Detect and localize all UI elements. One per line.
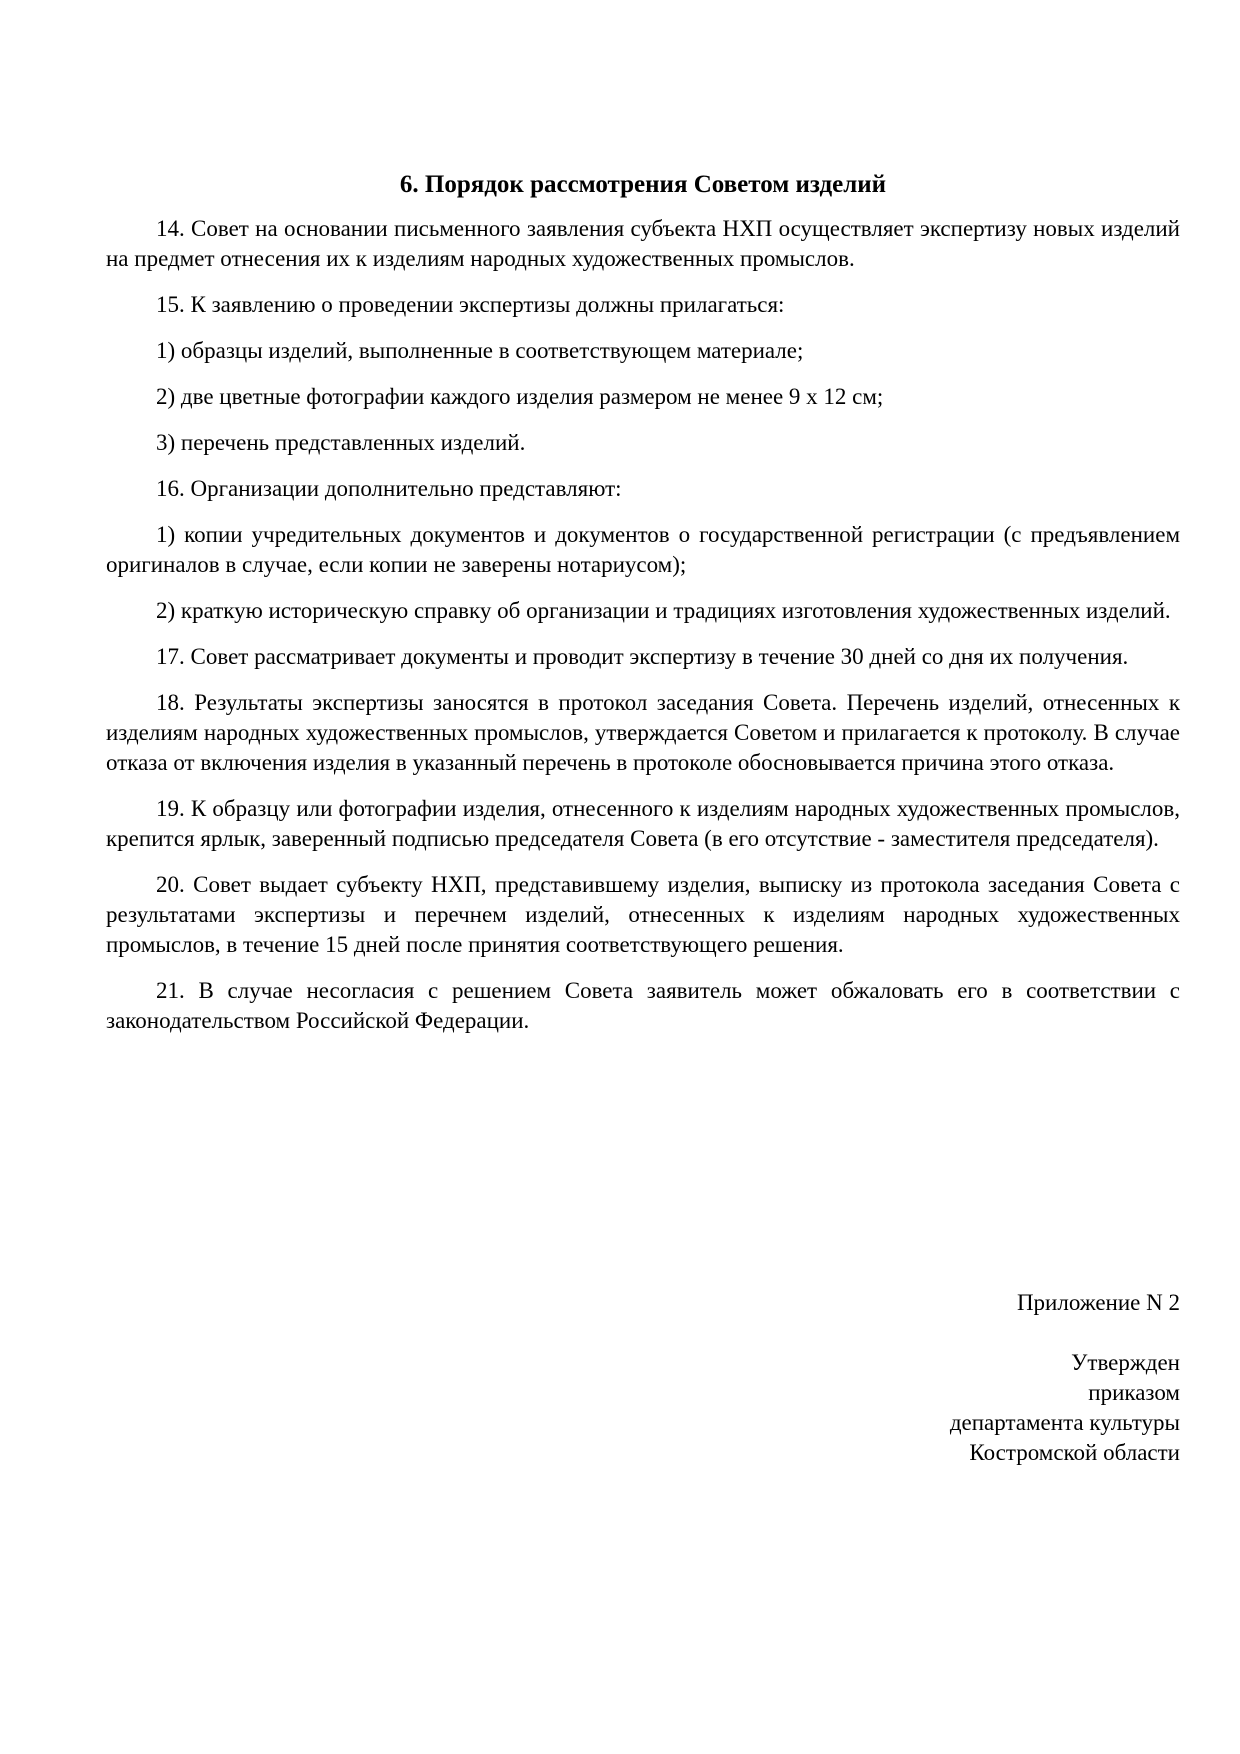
- paragraph: 2) краткую историческую справку об организации и традициях изготовления художественных изделий.: [156, 598, 1171, 623]
- paragraph: 1) образцы изделий, выполненные в соответствующем материале;: [156, 338, 804, 363]
- approval-line: приказом: [1088, 1380, 1180, 1405]
- approval-line: департамента культуры: [949, 1410, 1180, 1435]
- page-title: 6. Порядок рассмотрения Советом изделий: [399, 171, 887, 198]
- approval-line: Утвержден: [1071, 1350, 1180, 1375]
- appendix-label: Приложение N 2: [1016, 1290, 1180, 1315]
- paragraph: 18. Результаты экспертизы заносятся в протокол заседания Совета. Перечень изделий, отнесенных к изделиям народных художественных промыслов, утверждается Советом и прилагается к протоколу. В случае отказа от включения изделия в указанный перечень в протоколе обосновывается причина этого отказа.: [106, 690, 1180, 775]
- appendix-block: [106, 1288, 1180, 1468]
- paragraph: 19. К образцу или фотографии изделия, отнесенного к изделиям народных художественных промыслов, крепится ярлык, заверенный подписью председателя Совета (в его отсутствие - заместителя председателя).: [106, 796, 1180, 851]
- appendix-approval: [106, 1348, 1180, 1468]
- paragraph: 2) две цветные фотографии каждого изделия размером не менее 9 x 12 см;: [156, 384, 884, 409]
- paragraph: 20. Совет выдает субъекту НХП, представившему изделия, выписку из протокола заседания Совета с результатами экспертизы и перечнем изделий, отнесенных к изделиям народных художественных промыслов, в течение 15 дней после принятия соответствующего решения.: [106, 872, 1180, 957]
- paragraph: 15. К заявлению о проведении экспертизы должны прилагаться:: [156, 292, 785, 317]
- paragraph: 1) копии учредительных документов и документов о государственной регистрации (с предъявлением оригиналов в случае, если копии не заверены нотариусом);: [106, 522, 1180, 577]
- approval-line: Костромской области: [969, 1440, 1180, 1465]
- paragraph: 21. В случае несогласия с решением Совета заявитель может обжаловать его в соответствии с законодательством Российской Федерации.: [106, 978, 1180, 1033]
- paragraph: 17. Совет рассматривает документы и проводит экспертизу в течение 30 дней со дня их получения.: [156, 644, 1129, 669]
- paragraph: 14. Совет на основании письменного заявления субъекта НХП осуществляет экспертизу новых изделий на предмет отнесения их к изделиям народных художественных промыслов.: [106, 216, 1180, 271]
- paragraph: 3) перечень представленных изделий.: [156, 430, 526, 455]
- document-body: [106, 214, 1180, 1036]
- paragraph: 16. Организации дополнительно представляют:: [156, 476, 622, 501]
